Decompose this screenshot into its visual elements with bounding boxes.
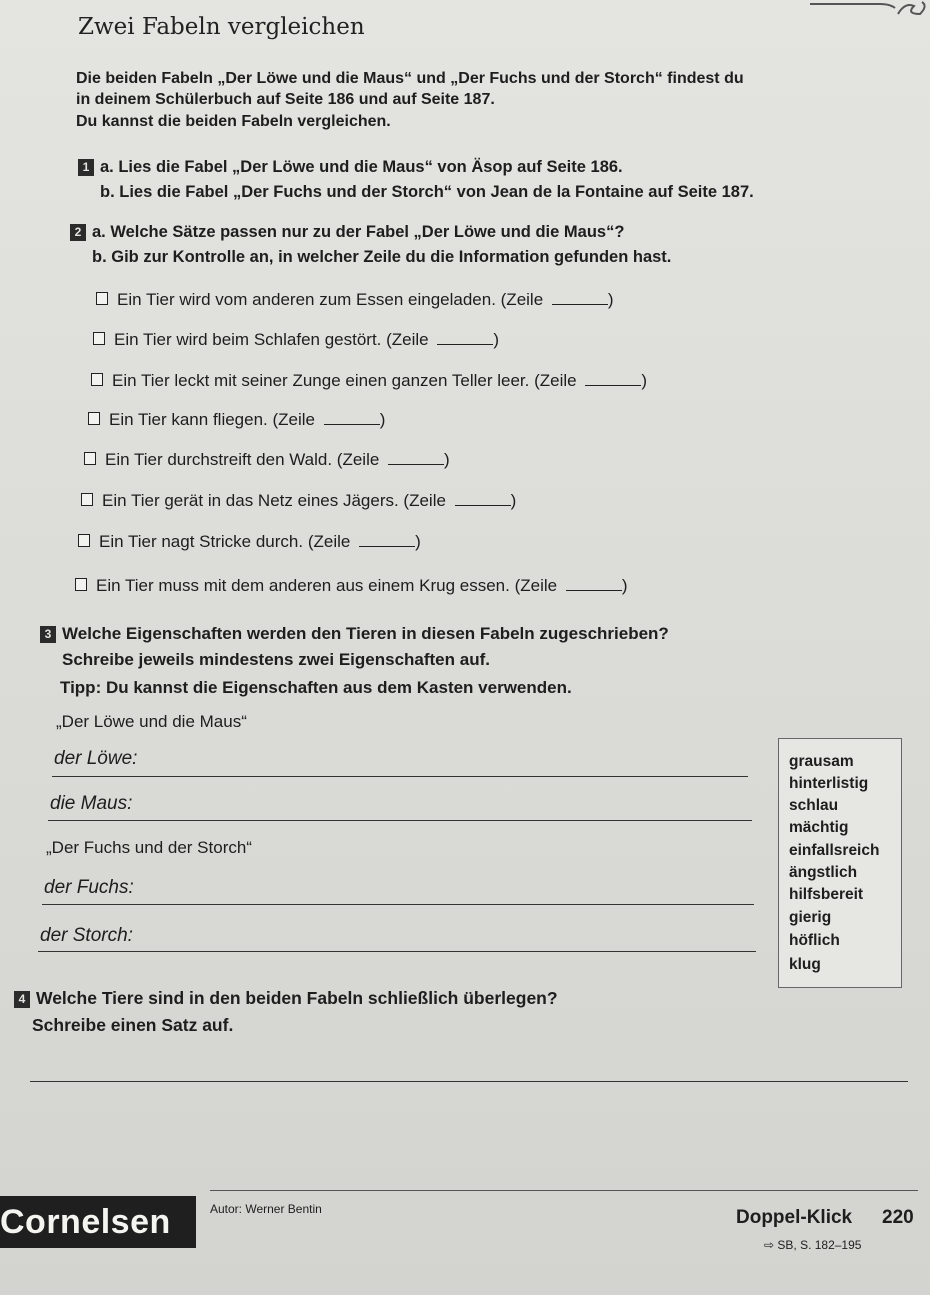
worksheet-title: Zwei Fabeln vergleichen xyxy=(78,14,365,40)
word-item: ängstlich xyxy=(789,864,858,881)
checkbox[interactable] xyxy=(81,493,93,506)
label-mouse: die Maus: xyxy=(50,793,133,814)
checkbox[interactable] xyxy=(75,578,87,591)
answer-line-lion[interactable] xyxy=(52,776,748,777)
label-stork: der Storch: xyxy=(40,925,133,946)
task-1-number: 1 xyxy=(78,159,94,176)
closing-paren: ) xyxy=(493,330,500,349)
closing-paren: ) xyxy=(510,491,517,510)
statement-row xyxy=(88,410,385,430)
task-2-number: 2 xyxy=(70,224,86,241)
intro-line-3: Du kannst die beiden Fabeln vergleichen. xyxy=(76,113,391,130)
word-item: schlau xyxy=(789,797,839,814)
line-number-blank[interactable] xyxy=(324,410,380,425)
statement-text: Ein Tier muss mit dem anderen aus einem Krug essen. (Zeile xyxy=(96,576,558,595)
line-number-blank[interactable] xyxy=(566,576,622,591)
fable-2-heading: „Der Fuchs und der Storch“ xyxy=(46,838,252,857)
line-number-blank[interactable] xyxy=(359,532,415,547)
statement-text: Ein Tier nagt Stricke durch. (Zeile xyxy=(99,532,351,551)
label-fox: der Fuchs: xyxy=(44,877,134,898)
statement-text: Ein Tier gerät in das Netz eines Jägers. (Zeile xyxy=(102,491,446,510)
author-credit: Autor: Werner Bentin xyxy=(210,1202,322,1216)
task-3-question-text: Welche Eigenschaften werden den Tieren in diesen Fabeln zugeschrieben? xyxy=(62,624,669,643)
task-4-question xyxy=(14,988,558,1009)
statement-row xyxy=(93,330,499,350)
task-3-number: 3 xyxy=(40,626,56,643)
answer-line-mouse[interactable] xyxy=(48,820,752,821)
statement-row xyxy=(81,491,516,511)
statement-row xyxy=(84,450,450,470)
task-4-instruction: Schreibe einen Satz auf. xyxy=(32,1015,234,1035)
corner-scribble xyxy=(810,0,930,20)
statement-text: Ein Tier leckt mit seiner Zunge einen ganzen Teller leer. (Zeile xyxy=(112,371,577,390)
line-number-blank[interactable] xyxy=(455,491,511,506)
closing-paren: ) xyxy=(379,410,386,429)
answer-line-stork[interactable] xyxy=(38,951,756,952)
task-3-question xyxy=(40,624,669,644)
statement-row xyxy=(91,371,647,391)
task-1-a xyxy=(78,158,623,177)
task-4-number: 4 xyxy=(14,991,30,1008)
word-item: höflich xyxy=(789,932,840,949)
page-number: 220 xyxy=(882,1207,914,1228)
statement-row xyxy=(96,290,614,310)
closing-paren: ) xyxy=(641,371,647,390)
publisher-logo: Cornelsen xyxy=(0,1196,196,1248)
answer-line-fox[interactable] xyxy=(42,904,754,905)
checkbox[interactable] xyxy=(84,452,96,465)
word-item: gierig xyxy=(789,909,832,926)
checkbox[interactable] xyxy=(91,373,103,386)
task-1-a-text: a. Lies die Fabel „Der Löwe und die Maus“ von Äsop auf Seite 186. xyxy=(100,158,623,176)
line-number-blank[interactable] xyxy=(552,290,608,305)
task-4-question-text: Welche Tiere sind in den beiden Fabeln schließlich überlegen? xyxy=(36,988,558,1008)
closing-paren: ) xyxy=(621,576,628,595)
closing-paren: ) xyxy=(415,532,421,551)
line-number-blank[interactable] xyxy=(437,330,493,345)
task-1-b: b. Lies die Fabel „Der Fuchs und der Storch“ von Jean de la Fontaine auf Seite 187. xyxy=(100,183,754,201)
label-lion: der Löwe: xyxy=(54,748,138,769)
word-item: klug xyxy=(789,956,821,973)
footer-divider xyxy=(210,1190,918,1191)
word-item: hinterlistig xyxy=(789,775,869,792)
line-number-blank[interactable] xyxy=(585,371,641,386)
statement-row xyxy=(78,532,421,552)
word-box xyxy=(778,738,902,988)
word-item: hilfsbereit xyxy=(789,886,864,903)
intro-line-2: in deinem Schülerbuch auf Seite 186 und auf Seite 187. xyxy=(76,91,495,108)
checkbox[interactable] xyxy=(96,292,108,305)
checkbox[interactable] xyxy=(78,534,90,547)
task-3-tip xyxy=(60,678,572,698)
task-2-a xyxy=(70,223,624,242)
statement-text: Ein Tier wird beim Schlafen gestört. (Zeile xyxy=(114,330,429,349)
closing-paren: ) xyxy=(444,450,450,469)
checkbox[interactable] xyxy=(93,332,105,345)
intro-line-1: Die beiden Fabeln „Der Löwe und die Maus“ und „Der Fuchs und der Storch“ findest du xyxy=(76,70,744,87)
task-2-b: b. Gib zur Kontrolle an, in welcher Zeile du die Information gefunden hast. xyxy=(92,248,672,266)
tip-label: Tipp: xyxy=(60,678,102,697)
task-2-a-text: a. Welche Sätze passen nur zu der Fabel „Der Löwe und die Maus“? xyxy=(92,223,625,241)
statement-text: Ein Tier kann fliegen. (Zeile xyxy=(109,410,315,429)
fable-1-heading: „Der Löwe und die Maus“ xyxy=(56,712,247,731)
task-3-instruction: Schreibe jeweils mindestens zwei Eigenschaften auf. xyxy=(62,650,490,669)
line-number-blank[interactable] xyxy=(388,450,444,465)
tip-text: Du kannst die Eigenschaften aus dem Kasten verwenden. xyxy=(101,678,572,697)
statement-text: Ein Tier durchstreift den Wald. (Zeile xyxy=(105,450,380,469)
statement-row xyxy=(75,576,628,596)
word-item: einfallsreich xyxy=(789,842,880,859)
checkbox[interactable] xyxy=(88,412,100,425)
answer-line-task-4[interactable] xyxy=(30,1081,908,1082)
closing-paren: ) xyxy=(607,290,614,309)
word-item: grausam xyxy=(789,753,854,770)
statement-text: Ein Tier wird vom anderen zum Essen eingeladen. (Zeile xyxy=(117,290,544,309)
word-item: mächtig xyxy=(789,819,849,836)
series-name: Doppel-Klick xyxy=(736,1207,853,1228)
textbook-reference: ⇨ SB, S. 182–195 xyxy=(764,1238,862,1252)
